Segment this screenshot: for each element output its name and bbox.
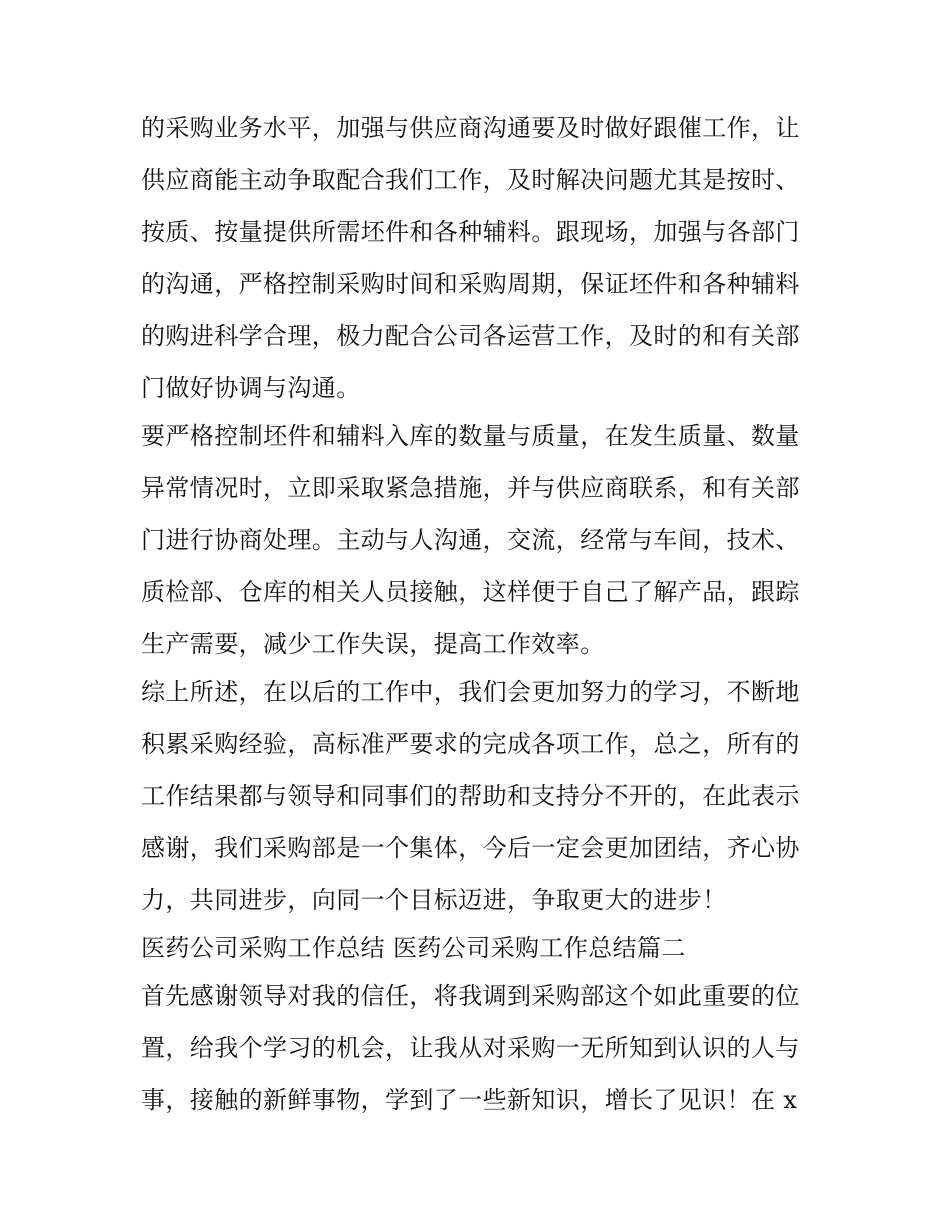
text-line: 积累采购经验，高标准严要求的完成各项工作，总之，所有的	[141, 730, 800, 758]
text-line: 感谢，我们采购部是一个集体，今后一定会更加团结，齐心协	[141, 834, 800, 862]
text-line: 质检部、仓库的相关人员接触，这样便于自己了解产品，跟踪	[141, 578, 800, 606]
text-line: 生产需要，减少工作失误，提高工作效率。	[141, 630, 605, 658]
section-heading: 医药公司采购工作总结 医药公司采购工作总结篇二	[141, 934, 686, 962]
text-line: 要严格控制坯件和辅料入库的数量与质量，在发生质量、数量	[141, 422, 800, 450]
text-line: 工作结果都与领导和同事们的帮助和支持分不开的，在此表示	[141, 782, 800, 810]
text-line: 力，共同进步，向同一个目标迈进，争取更大的进步！	[141, 886, 727, 914]
text-line: 事，接触的新鲜事物，学到了一些新知识，增长了见识！在 x	[141, 1086, 798, 1114]
text-line: 门做好协调与沟通。	[141, 374, 361, 402]
text-line: 置，给我个学习的机会，让我从对采购一无所知到认识的人与	[141, 1034, 800, 1062]
text-line: 的采购业务水平，加强与供应商沟通要及时做好跟催工作，让	[141, 114, 800, 142]
text-line: 按质、按量提供所需坯件和各种辅料。跟现场，加强与各部门	[141, 218, 800, 246]
text-line: 异常情况时，立即采取紧急措施，并与供应商联系，和有关部	[141, 474, 800, 502]
text-line: 供应商能主动争取配合我们工作，及时解决问题尤其是按时、	[141, 166, 800, 194]
text-line: 的购进科学合理，极力配合公司各运营工作，及时的和有关部	[141, 322, 800, 350]
text-line: 的沟通，严格控制采购时间和采购周期，保证坯件和各种辅料	[141, 270, 800, 298]
text-line: 综上所述，在以后的工作中，我们会更加努力的学习，不断地	[141, 678, 800, 706]
text-line: 门进行协商处理。主动与人沟通，交流，经常与车间，技术、	[141, 526, 800, 554]
text-line: 首先感谢领导对我的信任，将我调到采购部这个如此重要的位	[141, 982, 800, 1010]
